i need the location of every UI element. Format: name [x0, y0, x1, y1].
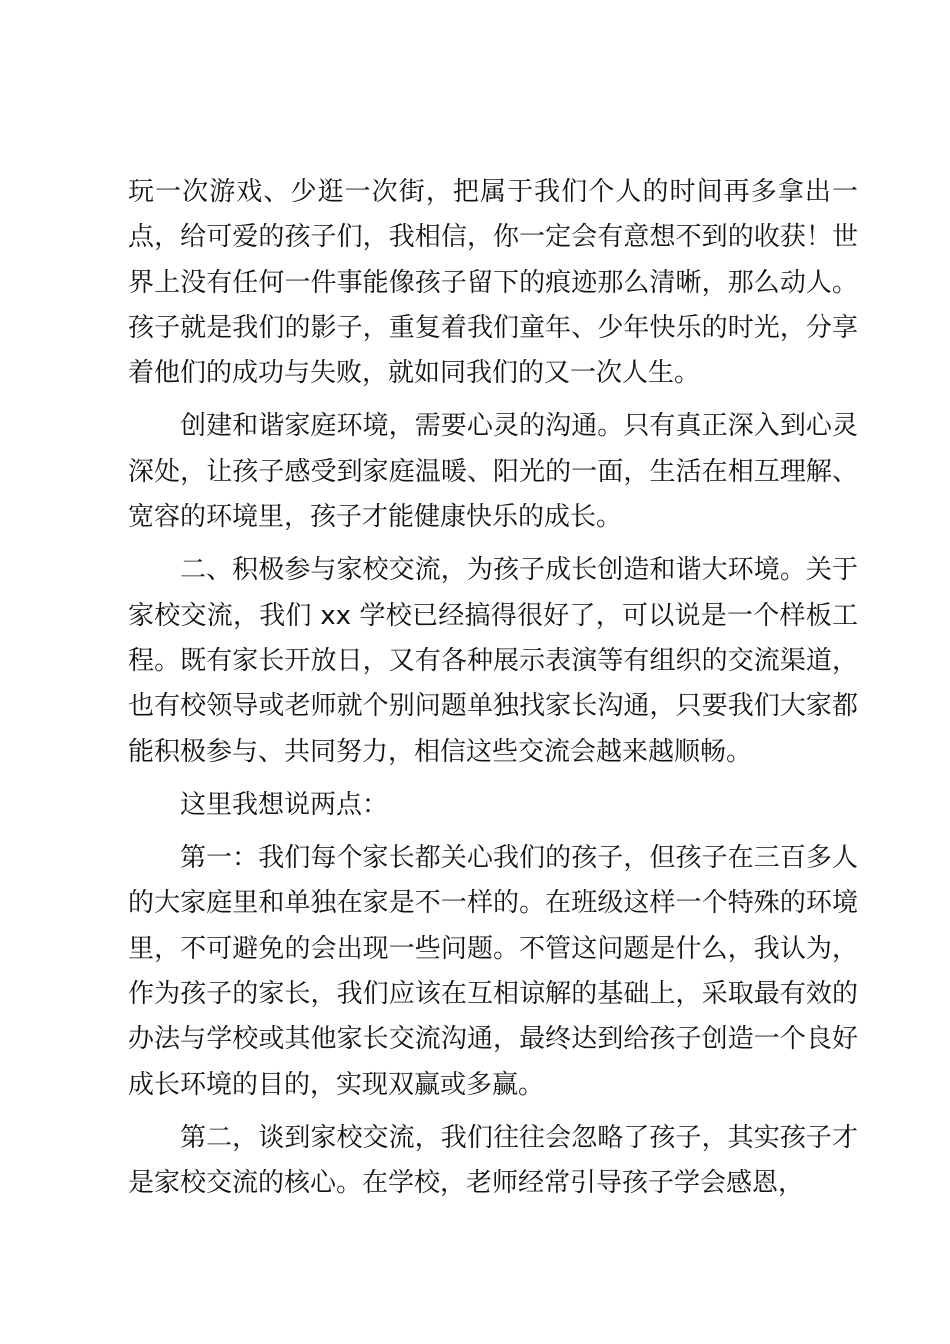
document-body	[128, 170, 858, 1207]
paragraph-1: 玩一次游戏、少逛一次街，把属于我们个人的时间再多拿出一点，给可爱的孩子们，我相信，你一定会有意想不到的收获！世界上没有任何一件事能像孩子留下的痕迹那么清晰，那么动人。孩子就是我们的影子，重复着我们童年、少年快乐的时光，分享着他们的成功与失败，就如同我们的又一次人生。	[128, 177, 858, 389]
paragraph-3: 二、积极参与家校交流，为孩子成长创造和谐大环境。关于家校交流，我们 xx 学校已经搞得很好了，可以说是一个样板工程。既有家长开放日，又有各种展示表演等有组织的交流渠道，也有校领导或老师就个别问题单独找家长沟通，只要我们大家都能积极参与、共同努力，相信这些交流会越来越顺畅。	[128, 555, 858, 767]
paragraph-5: 第一：我们每个家长都关心我们的孩子，但孩子在三百多人的大家庭里和单独在家是不一样的。在班级这样一个特殊的环境里，不可避免的会出现一些问题。不管这问题是什么，我认为，作为孩子的家长，我们应该在互相谅解的基础上，采取最有效的办法与学校或其他家长交流沟通，最终达到给孩子创造一个良好成长环境的目的，实现双赢或多赢。	[128, 843, 858, 1100]
paragraph-6: 第二，谈到家校交流，我们往往会忽略了孩子，其实孩子才是家校交流的核心。在学校，老师经常引导孩子学会感恩，	[128, 1122, 858, 1199]
paragraph-2: 创建和谐家庭环境，需要心灵的沟通。只有真正深入到心灵深处，让孩子感受到家庭温暖、阳光的一面，生活在相互理解、宽容的环境里，孩子才能健康快乐的成长。	[128, 411, 858, 533]
paragraph-4: 这里我想说两点：	[180, 789, 389, 820]
